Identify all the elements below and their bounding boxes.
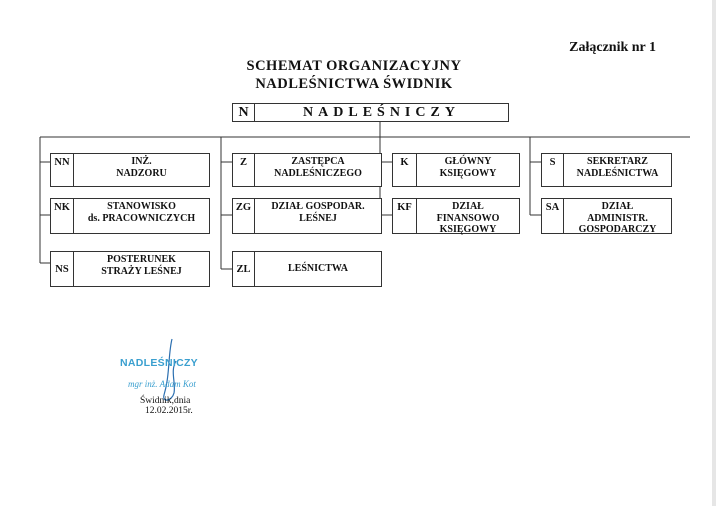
unit-label <box>417 154 519 186</box>
unit-label <box>255 199 381 233</box>
unit-kf <box>392 198 520 234</box>
unit-code: NS <box>51 252 74 286</box>
unit-label-line: LEŚNEJ <box>299 212 337 224</box>
unit-label-line: KSIĘGOWY <box>439 224 497 235</box>
unit-label <box>255 154 381 186</box>
unit-label-line: STRAŻY LEŚNEJ <box>101 265 182 277</box>
unit-label <box>255 252 381 286</box>
unit-label <box>74 199 209 233</box>
unit-label-line: ds. PRACOWNICZYCH <box>87 212 196 224</box>
unit-label-line: DZIAŁ GOSPODAR. <box>271 201 365 212</box>
unit-label <box>74 252 209 286</box>
unit-label-line: SEKRETARZ <box>587 156 648 167</box>
unit-nk <box>50 198 210 234</box>
unit-s <box>541 153 672 187</box>
unit-k <box>392 153 520 187</box>
unit-label-line: INŻ. <box>131 156 152 167</box>
unit-label: NADLEŚNICZY <box>303 104 460 120</box>
unit-z <box>232 153 382 187</box>
date-text: 12.02.2015r. <box>145 406 193 416</box>
unit-ns <box>50 251 210 287</box>
unit-zl <box>232 251 382 287</box>
unit-label-line: DZIAŁ <box>601 201 634 212</box>
unit-label-line: NADLEŚNICZEGO <box>274 167 362 179</box>
unit-label-line: NADLEŚNICTWA <box>576 167 659 179</box>
unit-code: ZG <box>233 199 255 233</box>
stamp-title: NADLEŚNICZY <box>120 357 198 369</box>
unit-label-line: KSIĘGOWY <box>439 167 497 179</box>
chart-title-line2: NADLEŚNICTWA ŚWIDNIK <box>255 76 453 92</box>
unit-code: K <box>393 154 417 186</box>
place-text: Świdnik,dnia <box>140 396 191 406</box>
unit-code: SA <box>542 199 564 233</box>
unit-label-line: GŁÓWNY <box>444 156 492 167</box>
unit-label-line: ZASTĘPCA <box>291 156 345 167</box>
unit-zg <box>232 198 382 234</box>
unit-label-line: ADMINISTR. <box>587 212 648 224</box>
unit-nadleśniczy <box>232 103 509 122</box>
unit-code: NN <box>51 154 74 186</box>
unit-label <box>74 154 209 186</box>
unit-label-line: STANOWISKO <box>107 201 176 212</box>
unit-label-line: LEŚNICTWA <box>287 263 349 275</box>
unit-nn <box>50 153 210 187</box>
stamp-name: mgr inż. Adam Kot <box>128 379 196 389</box>
unit-label-line: POSTERUNEK <box>107 254 176 265</box>
unit-label-line: DZIAŁ <box>452 201 484 212</box>
unit-label <box>564 199 671 233</box>
unit-code: S <box>542 154 564 186</box>
unit-label-line: GOSPODARCZY <box>578 224 657 235</box>
unit-label-line: NADZORU <box>116 167 167 179</box>
unit-label <box>417 199 519 233</box>
unit-code: Z <box>233 154 255 186</box>
unit-code: NK <box>51 199 74 233</box>
unit-label <box>564 154 671 186</box>
chart-title-line1: SCHEMAT ORGANIZACYJNY <box>246 58 462 74</box>
unit-code: ZL <box>233 252 255 286</box>
unit-sa <box>541 198 672 234</box>
annex-label: Załącznik nr 1 <box>569 40 656 55</box>
unit-code: KF <box>393 199 417 233</box>
unit-label-line: FINANSOWO <box>436 212 500 224</box>
unit-code: N <box>233 104 255 121</box>
